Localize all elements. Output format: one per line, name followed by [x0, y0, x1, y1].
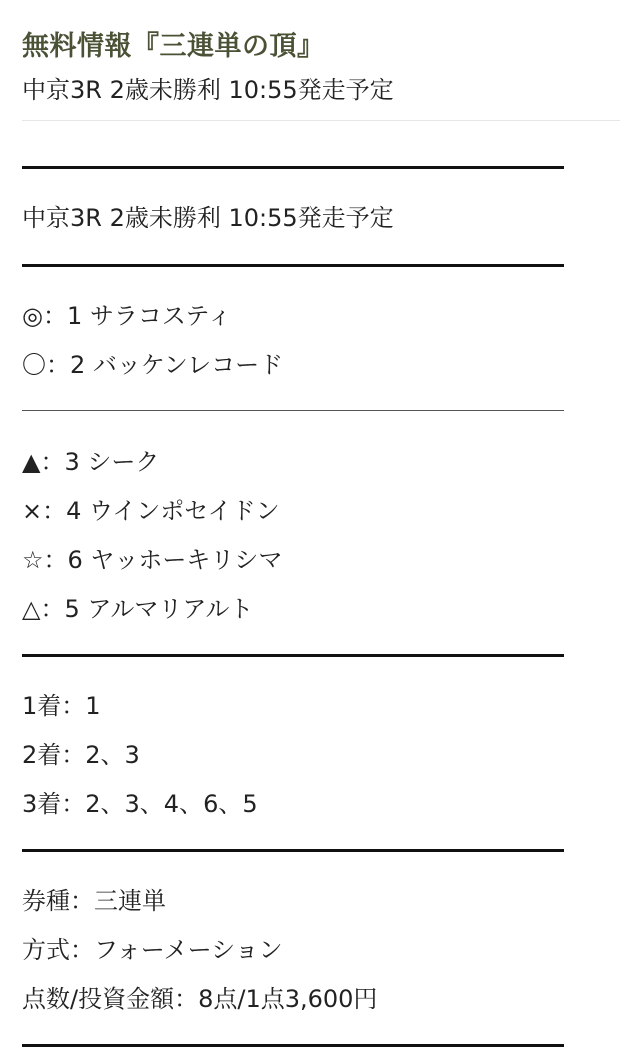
formation-third: 3着：2、3、4、6、5: [22, 790, 258, 818]
bet-type: 券種：三連単: [22, 887, 166, 915]
page-subtitle: 中京3R 2歳未勝利 10:55発走予定: [22, 76, 394, 104]
prediction-mark-hoshi: ☆：6 ヤッホーキリシマ: [22, 546, 283, 574]
separator-line: [22, 1044, 564, 1047]
prediction-mark-honmei: ◎：1 サラコスティ: [22, 302, 232, 330]
separator-line: [22, 264, 564, 267]
header-divider: [22, 120, 620, 121]
race-info: 中京3R 2歳未勝利 10:55発走予定: [22, 204, 394, 232]
separator-line: [22, 166, 564, 169]
separator-line: [22, 654, 564, 657]
thin-divider: [22, 410, 564, 411]
prediction-mark-taikou: 〇：2 バッケンレコード: [22, 351, 284, 379]
prediction-mark-renshita: △：5 アルマリアルト: [22, 595, 254, 623]
page-title: 無料情報『三連単の頂』: [22, 31, 325, 62]
formation-first: 1着：1: [22, 692, 101, 720]
prediction-mark-batsu: ×：4 ウインポセイドン: [22, 497, 280, 525]
formation-second: 2着：2、3: [22, 741, 140, 769]
separator-line: [22, 849, 564, 852]
prediction-mark-tanana: ▲：3 シーク: [22, 448, 160, 476]
bet-method: 方式：フォーメーション: [22, 936, 283, 964]
bet-amount: 点数/投資金額：8点/1点3,600円: [22, 985, 378, 1013]
